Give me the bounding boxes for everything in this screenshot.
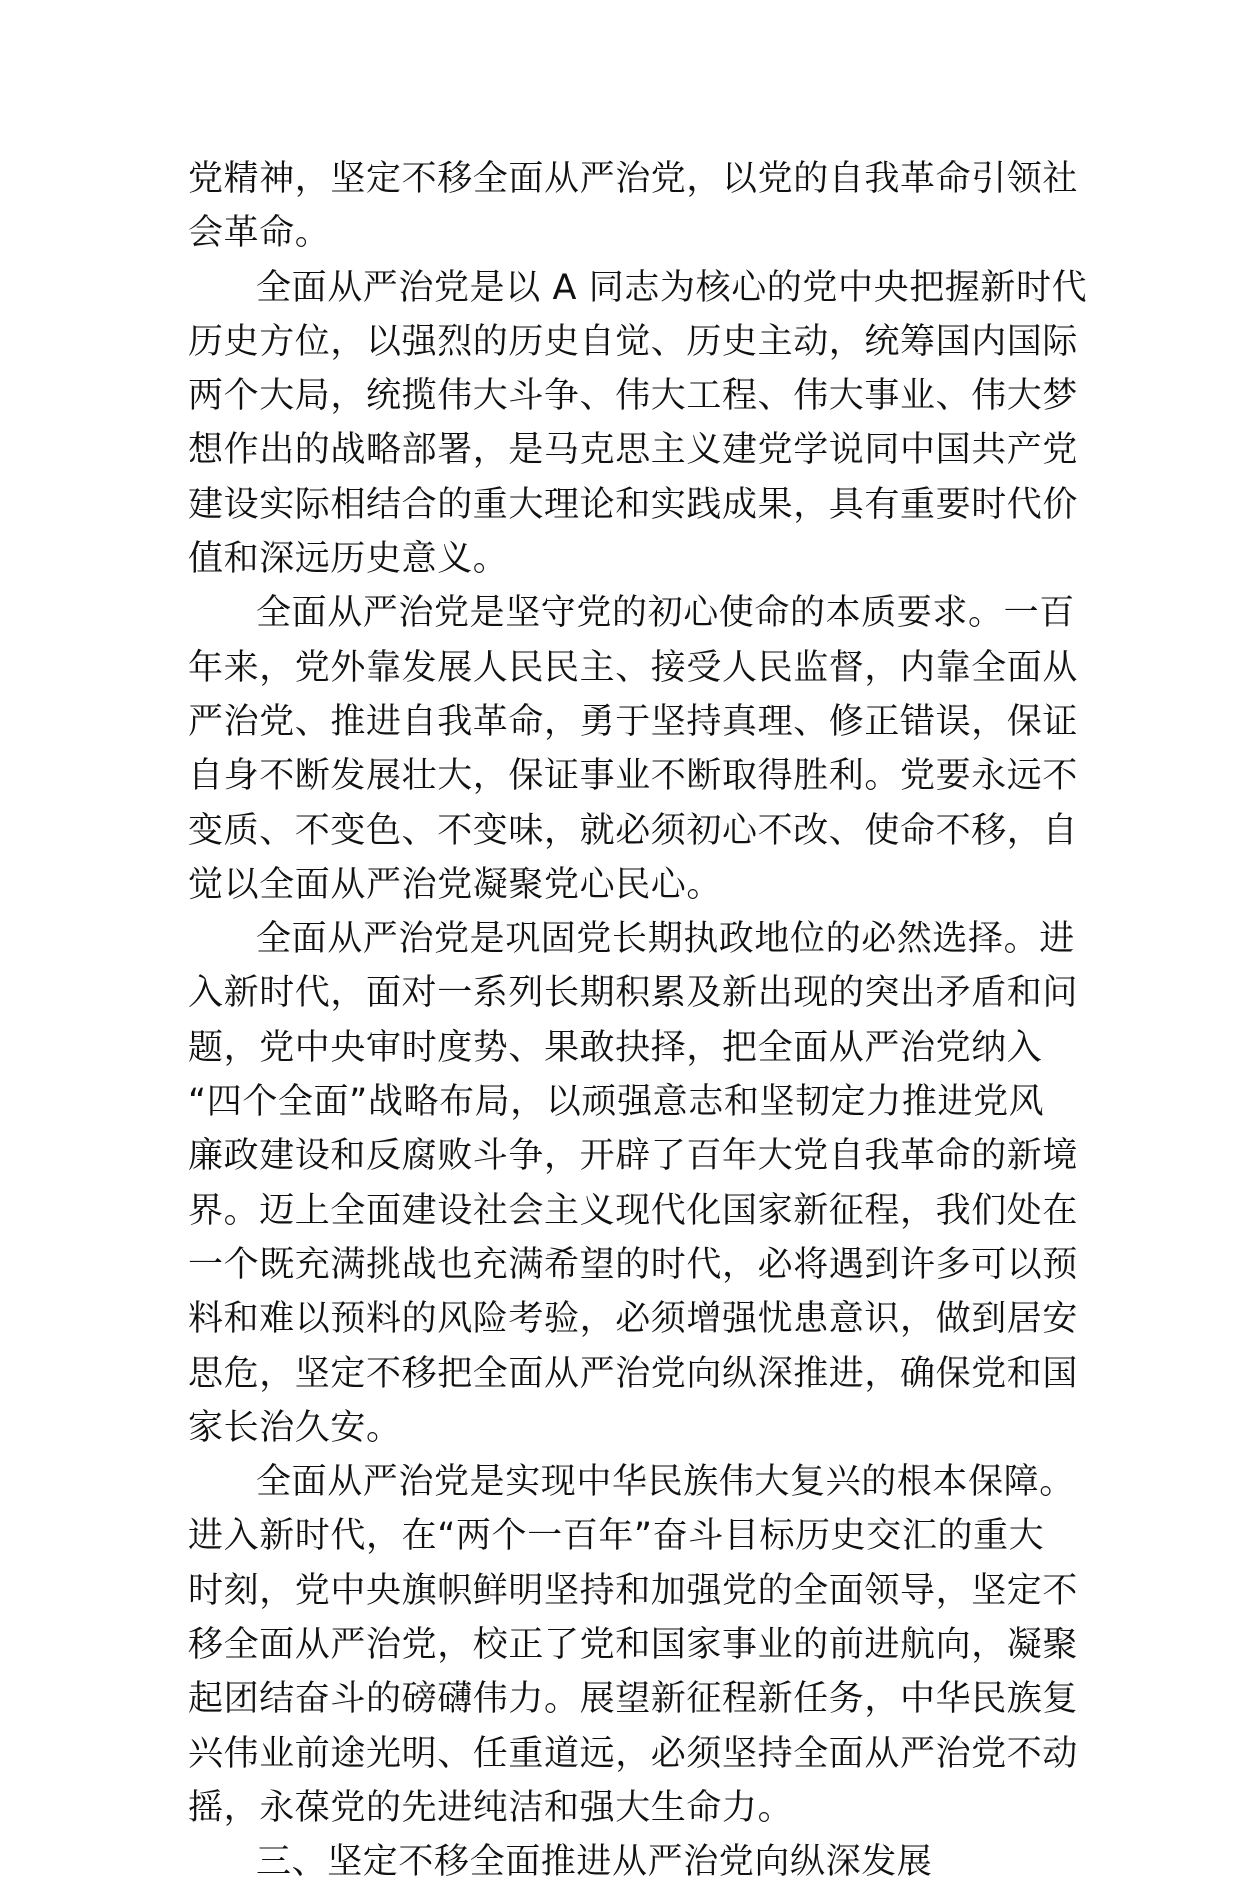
text-line: 值和深远历史意义。 xyxy=(188,539,509,580)
text-line: 想作出的战略部署，是马克思主义建党学说同中国共产党 xyxy=(188,430,1079,471)
text-line: 起团结奋斗的磅礴伟力。展望新征程新任务，中华民族复 xyxy=(188,1679,1079,1720)
section-heading: 三、坚定不移全面推进从严治党向纵深发展 xyxy=(256,1842,933,1883)
document-body xyxy=(188,152,1088,1890)
text-line: 一个既充满挑战也充满希望的时代，必将遇到许多可以预 xyxy=(188,1244,1079,1285)
text-line: 兴伟业前途光明、任重道远，必须坚持全面从严治党不动 xyxy=(188,1733,1079,1774)
text-line: 自身不断发展壮大，保证事业不断取得胜利。党要永远不 xyxy=(188,756,1079,797)
text-line: 年来，党外靠发展人民民主、接受人民监督，内靠全面从 xyxy=(188,647,1079,688)
text-line: 党精神，坚定不移全面从严治党，以党的自我革命引领社 xyxy=(188,159,1079,199)
text-line: 题，党中央审时度势、果敢抉择，把全面从严治党纳入 xyxy=(188,1027,1043,1068)
text-line: 摇，永葆党的先进纯洁和强大生命力。 xyxy=(188,1787,794,1828)
text-line: 变质、不变色、不变味，就必须初心不改、使命不移，自 xyxy=(188,810,1079,851)
text-line: 料和难以预料的风险考验，必须增强忧患意识，做到居安 xyxy=(188,1299,1079,1340)
text-line: 廉政建设和反腐败斗争，开辟了百年大党自我革命的新境 xyxy=(188,1136,1079,1177)
text-line: 家长治久安。 xyxy=(188,1407,402,1448)
text-line: 全面从严治党是坚守党的初心使命的本质要求。一百 xyxy=(256,593,1075,634)
text-line: 进入新时代，在“两个一百年”奋斗目标历史交汇的重大 xyxy=(188,1516,1045,1557)
text-line: 思危，坚定不移把全面从严治党向纵深推进，确保党和国 xyxy=(188,1353,1079,1394)
text-line: 界。迈上全面建设社会主义现代化国家新征程，我们处在 xyxy=(188,1190,1079,1231)
text-line: 觉以全面从严治党凝聚党心民心。 xyxy=(188,864,723,905)
text-line: 历史方位，以强烈的历史自觉、历史主动，统筹国内国际 xyxy=(188,321,1079,362)
text-line: “四个全面”战略布局，以顽强意志和坚韧定力推进党风 xyxy=(188,1082,1045,1123)
text-line: 时刻，党中央旗帜鲜明坚持和加强党的全面领导，坚定不 xyxy=(188,1570,1079,1611)
text-line: 全面从严治党是以 A 同志为核心的党中央把握新时代 xyxy=(256,267,1088,308)
text-line: 全面从严治党是巩固党长期执政地位的必然选择。进 xyxy=(256,919,1075,960)
text-line: 会革命。 xyxy=(188,213,331,254)
text-line: 两个大局，统揽伟大斗争、伟大工程、伟大事业、伟大梦 xyxy=(188,376,1079,417)
text-line: 全面从严治党是实现中华民族伟大复兴的根本保障。 xyxy=(256,1462,1075,1503)
text-line: 建设实际相结合的重大理论和实践成果，具有重要时代价 xyxy=(188,484,1079,525)
text-line: 移全面从严治党，校正了党和国家事业的前进航向，凝聚 xyxy=(188,1625,1079,1666)
text-line: 严治党、推进自我革命，勇于坚持真理、修正错误，保证 xyxy=(188,701,1079,742)
text-line: 入新时代，面对一系列长期积累及新出现的突出矛盾和问 xyxy=(188,973,1079,1014)
